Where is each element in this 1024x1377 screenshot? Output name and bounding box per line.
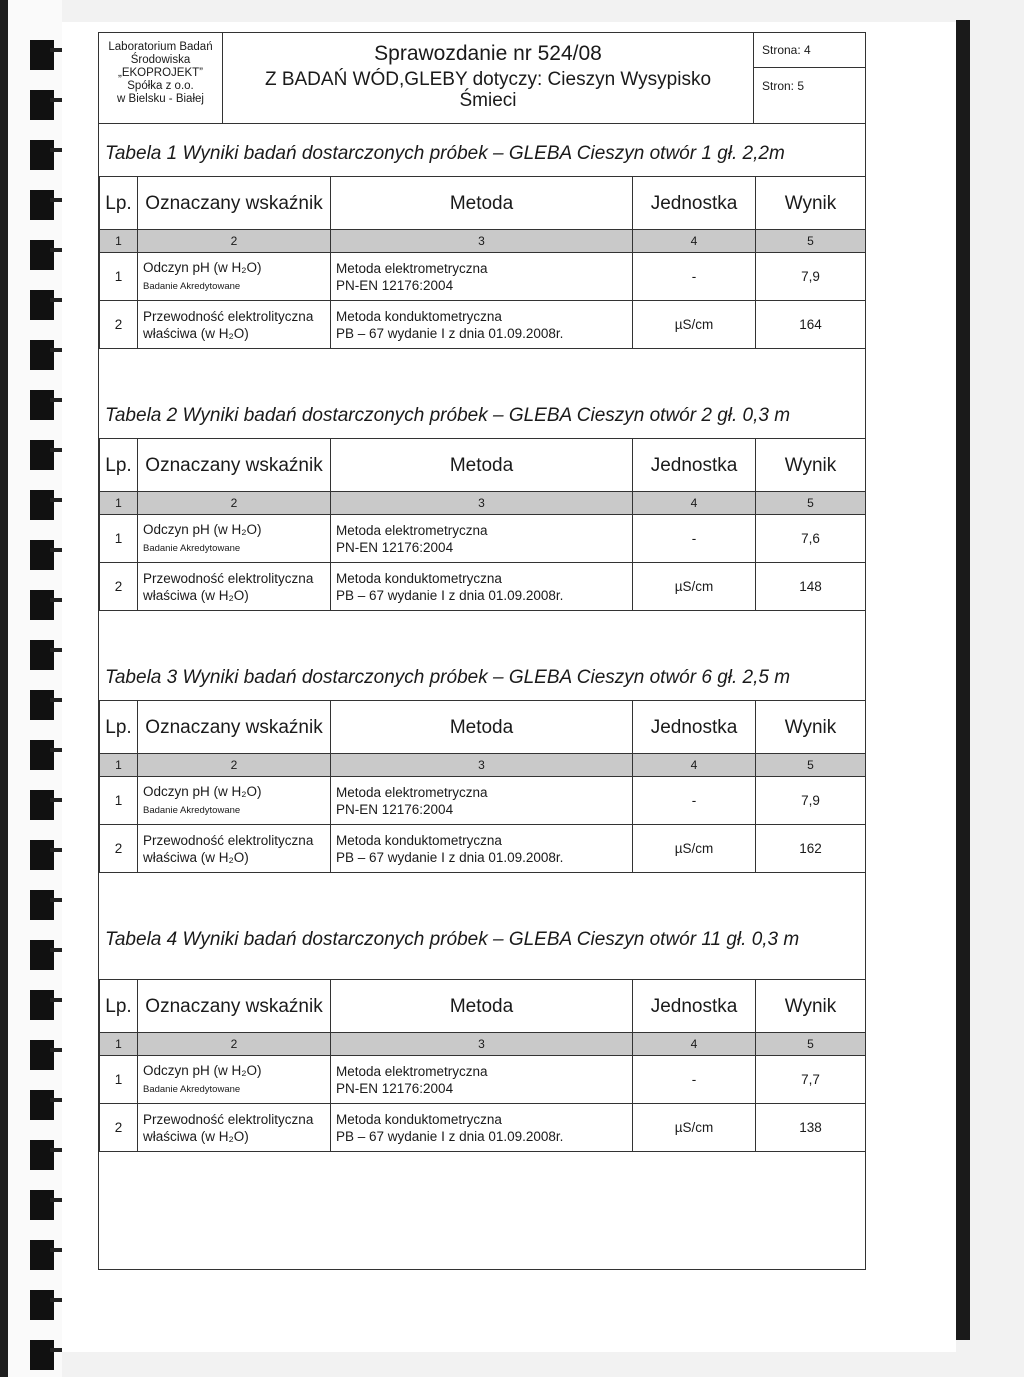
method-standard: PN-EN 12176:2004 xyxy=(336,277,454,293)
method-standard: PN-EN 12176:2004 xyxy=(336,801,454,817)
col-header-lp: Lp. xyxy=(100,439,138,492)
indicator-name: Przewodność elektrolityczna xyxy=(143,570,314,586)
binding-ring xyxy=(30,890,54,920)
method-standard: PB – 67 wydanie I z dnia 01.09.2008r. xyxy=(336,849,564,865)
report-subtitle: Z BADAŃ WÓD,GLEBY dotyczy: Cieszyn Wysypisko xyxy=(264,69,712,90)
col-number: 1 xyxy=(100,230,138,253)
row-lp: 2 xyxy=(100,1104,138,1152)
binding-ring xyxy=(30,840,54,870)
row-method xyxy=(331,253,633,301)
col-number: 4 xyxy=(633,1033,756,1056)
binding-ring xyxy=(30,740,54,770)
method-standard: PN-EN 12176:2004 xyxy=(336,1080,454,1096)
indicator-name: Przewodność elektrolityczna xyxy=(143,308,314,324)
table-caption-text: Wyniki badań dostarczonych próbek – GLEBA Cieszyn otwór 11 gł. 0,3 m xyxy=(182,929,800,950)
method-standard: PB – 67 wydanie I z dnia 01.09.2008r. xyxy=(336,325,564,341)
row-result: 7,9 xyxy=(756,777,866,825)
indicator-name: Odczyn pH (w H₂O) xyxy=(143,521,262,537)
col-header-method: Metoda xyxy=(331,439,633,492)
row-result: 164 xyxy=(756,301,866,349)
indicator-note: Badanie Akredytowane xyxy=(143,1083,241,1095)
binding-ring xyxy=(30,1190,54,1220)
spiral-binding xyxy=(0,0,62,1377)
row-unit: - xyxy=(633,1056,756,1104)
lab-line: Środowiska xyxy=(130,54,191,66)
row-method xyxy=(331,515,633,563)
row-indicator xyxy=(138,563,331,611)
row-indicator xyxy=(138,1104,331,1152)
binding-ring xyxy=(30,290,54,320)
col-number: 5 xyxy=(756,230,866,253)
row-unit: µS/cm xyxy=(633,1104,756,1152)
lab-line: „EKOPROJEKT” xyxy=(118,67,203,79)
col-header-indicator: Oznaczany wskaźnik xyxy=(138,439,331,492)
binding-ring xyxy=(30,340,54,370)
lab-line: Spółka z o.o. xyxy=(127,80,194,92)
binding-ring xyxy=(30,390,54,420)
table-label: Tabela 1 xyxy=(105,143,178,164)
table-row xyxy=(100,1056,866,1104)
binding-ring xyxy=(30,1240,54,1270)
table-caption xyxy=(99,929,865,951)
row-method xyxy=(331,777,633,825)
indicator-note: Badanie Akredytowane xyxy=(143,804,241,816)
table-row xyxy=(100,301,866,349)
col-header-result: Wynik xyxy=(756,980,866,1033)
table-caption-text: Wyniki badań dostarczonych próbek – GLEBA Cieszyn otwór 1 gł. 2,2m xyxy=(182,143,785,164)
divider xyxy=(754,67,866,68)
col-number: 3 xyxy=(331,754,633,777)
col-number: 2 xyxy=(138,230,331,253)
row-unit: µS/cm xyxy=(633,825,756,873)
row-result: 148 xyxy=(756,563,866,611)
indicator-note: właściwa (w H₂O) xyxy=(143,325,249,341)
table-caption xyxy=(99,667,865,689)
results-table xyxy=(99,176,866,349)
col-header-unit: Jednostka xyxy=(633,980,756,1033)
binding-ring xyxy=(30,540,54,570)
row-lp: 2 xyxy=(100,563,138,611)
col-header-indicator: Oznaczany wskaźnik xyxy=(138,177,331,230)
binding-ring xyxy=(30,990,54,1020)
method-name: Metoda konduktometryczna xyxy=(336,832,502,848)
method-standard: PN-EN 12176:2004 xyxy=(336,539,454,555)
method-name: Metoda elektrometryczna xyxy=(336,784,488,800)
col-number: 2 xyxy=(138,1033,331,1056)
col-number: 5 xyxy=(756,492,866,515)
row-lp: 1 xyxy=(100,253,138,301)
indicator-note: właściwa (w H₂O) xyxy=(143,587,249,603)
col-header-unit: Jednostka xyxy=(633,701,756,754)
binding-ring xyxy=(30,40,54,70)
indicator-name: Odczyn pH (w H₂O) xyxy=(143,783,262,799)
row-indicator xyxy=(138,777,331,825)
binding-ring xyxy=(30,690,54,720)
indicator-note: Badanie Akredytowane xyxy=(143,542,241,554)
row-method xyxy=(331,1104,633,1152)
indicator-name: Odczyn pH (w H₂O) xyxy=(143,259,262,275)
table-row xyxy=(100,1104,866,1152)
binding-ring xyxy=(30,490,54,520)
col-header-result: Wynik xyxy=(756,177,866,230)
row-method xyxy=(331,1056,633,1104)
col-header-result: Wynik xyxy=(756,439,866,492)
method-name: Metoda elektrometryczna xyxy=(336,260,488,276)
col-number: 1 xyxy=(100,492,138,515)
table-caption-text: Wyniki badań dostarczonych próbek – GLEBA Cieszyn otwór 6 gł. 2,5 m xyxy=(182,667,791,688)
method-name: Metoda elektrometryczna xyxy=(336,1063,488,1079)
row-indicator xyxy=(138,301,331,349)
row-lp: 1 xyxy=(100,515,138,563)
row-method xyxy=(331,825,633,873)
row-result: 7,7 xyxy=(756,1056,866,1104)
binding-ring xyxy=(30,1090,54,1120)
method-name: Metoda konduktometryczna xyxy=(336,570,502,586)
method-name: Metoda konduktometryczna xyxy=(336,308,502,324)
col-number: 5 xyxy=(756,754,866,777)
table-row xyxy=(100,563,866,611)
lab-line: w Bielsku - Białej xyxy=(117,93,204,105)
col-number: 2 xyxy=(138,754,331,777)
table-row xyxy=(100,825,866,873)
binding-ring xyxy=(30,1040,54,1070)
table-caption-text: Wyniki badań dostarczonych próbek – GLEBA Cieszyn otwór 2 gł. 0,3 m xyxy=(182,405,791,426)
col-number: 3 xyxy=(331,492,633,515)
indicator-name: Odczyn pH (w H₂O) xyxy=(143,1062,262,1078)
method-name: Metoda elektrometryczna xyxy=(336,522,488,538)
col-header-indicator: Oznaczany wskaźnik xyxy=(138,980,331,1033)
page-number: Strona: 4 xyxy=(762,43,811,57)
binding-ring xyxy=(30,440,54,470)
col-number: 4 xyxy=(633,230,756,253)
col-header-method: Metoda xyxy=(331,177,633,230)
method-standard: PB – 67 wydanie I z dnia 01.09.2008r. xyxy=(336,587,564,603)
report-frame xyxy=(98,32,866,1270)
col-number: 2 xyxy=(138,492,331,515)
row-unit: - xyxy=(633,515,756,563)
row-indicator xyxy=(138,515,331,563)
col-header-unit: Jednostka xyxy=(633,177,756,230)
results-table xyxy=(99,700,866,873)
col-number: 3 xyxy=(331,230,633,253)
row-lp: 1 xyxy=(100,1056,138,1104)
report-header xyxy=(99,33,865,124)
report-subtitle-2: Śmieci xyxy=(459,90,517,111)
binding-ring xyxy=(30,640,54,670)
table-row xyxy=(100,253,866,301)
col-number: 4 xyxy=(633,492,756,515)
binding-ring xyxy=(30,790,54,820)
row-unit: - xyxy=(633,253,756,301)
col-number: 5 xyxy=(756,1033,866,1056)
results-table xyxy=(99,438,866,611)
col-header-lp: Lp. xyxy=(100,980,138,1033)
page-numbering xyxy=(753,33,865,123)
results-table xyxy=(99,979,866,1152)
lab-line: Laboratorium Badań xyxy=(108,41,213,53)
row-result: 138 xyxy=(756,1104,866,1152)
table-label: Tabela 2 xyxy=(105,405,178,426)
method-standard: PB – 67 wydanie I z dnia 01.09.2008r. xyxy=(336,1128,564,1144)
col-header-result: Wynik xyxy=(756,701,866,754)
col-number: 1 xyxy=(100,1033,138,1056)
col-header-lp: Lp. xyxy=(100,701,138,754)
row-method xyxy=(331,301,633,349)
col-header-method: Metoda xyxy=(331,980,633,1033)
col-header-lp: Lp. xyxy=(100,177,138,230)
row-indicator xyxy=(138,253,331,301)
row-result: 162 xyxy=(756,825,866,873)
method-name: Metoda konduktometryczna xyxy=(336,1111,502,1127)
row-lp: 1 xyxy=(100,777,138,825)
table-row xyxy=(100,515,866,563)
binding-ring xyxy=(30,240,54,270)
table-caption xyxy=(99,143,865,165)
row-result: 7,6 xyxy=(756,515,866,563)
table-row xyxy=(100,777,866,825)
table-label: Tabela 3 xyxy=(105,667,178,688)
binding-ring xyxy=(30,1290,54,1320)
row-method xyxy=(331,563,633,611)
binding-strip xyxy=(0,0,8,1377)
col-number: 3 xyxy=(331,1033,633,1056)
row-unit: - xyxy=(633,777,756,825)
col-number: 4 xyxy=(633,754,756,777)
col-header-unit: Jednostka xyxy=(633,439,756,492)
report-title-block xyxy=(223,33,753,123)
page-edge-shadow xyxy=(956,20,970,1340)
row-lp: 2 xyxy=(100,301,138,349)
indicator-name: Przewodność elektrolityczna xyxy=(143,832,314,848)
report-title: Sprawozdanie nr 524/08 xyxy=(374,42,602,65)
binding-ring xyxy=(30,590,54,620)
indicator-note: Badanie Akredytowane xyxy=(143,280,241,292)
row-indicator xyxy=(138,1056,331,1104)
col-header-method: Metoda xyxy=(331,701,633,754)
row-unit: µS/cm xyxy=(633,301,756,349)
indicator-note: właściwa (w H₂O) xyxy=(143,849,249,865)
binding-ring xyxy=(30,1340,54,1370)
row-lp: 2 xyxy=(100,825,138,873)
binding-ring xyxy=(30,90,54,120)
indicator-name: Przewodność elektrolityczna xyxy=(143,1111,314,1127)
col-header-indicator: Oznaczany wskaźnik xyxy=(138,701,331,754)
row-unit: µS/cm xyxy=(633,563,756,611)
row-result: 7,9 xyxy=(756,253,866,301)
lab-name xyxy=(99,33,223,123)
binding-ring xyxy=(30,190,54,220)
binding-ring xyxy=(30,1140,54,1170)
binding-ring xyxy=(30,140,54,170)
page-count: Stron: 5 xyxy=(762,79,805,93)
table-caption xyxy=(99,405,865,427)
table-label: Tabela 4 xyxy=(105,929,178,950)
binding-ring xyxy=(30,940,54,970)
row-indicator xyxy=(138,825,331,873)
col-number: 1 xyxy=(100,754,138,777)
indicator-note: właściwa (w H₂O) xyxy=(143,1128,249,1144)
